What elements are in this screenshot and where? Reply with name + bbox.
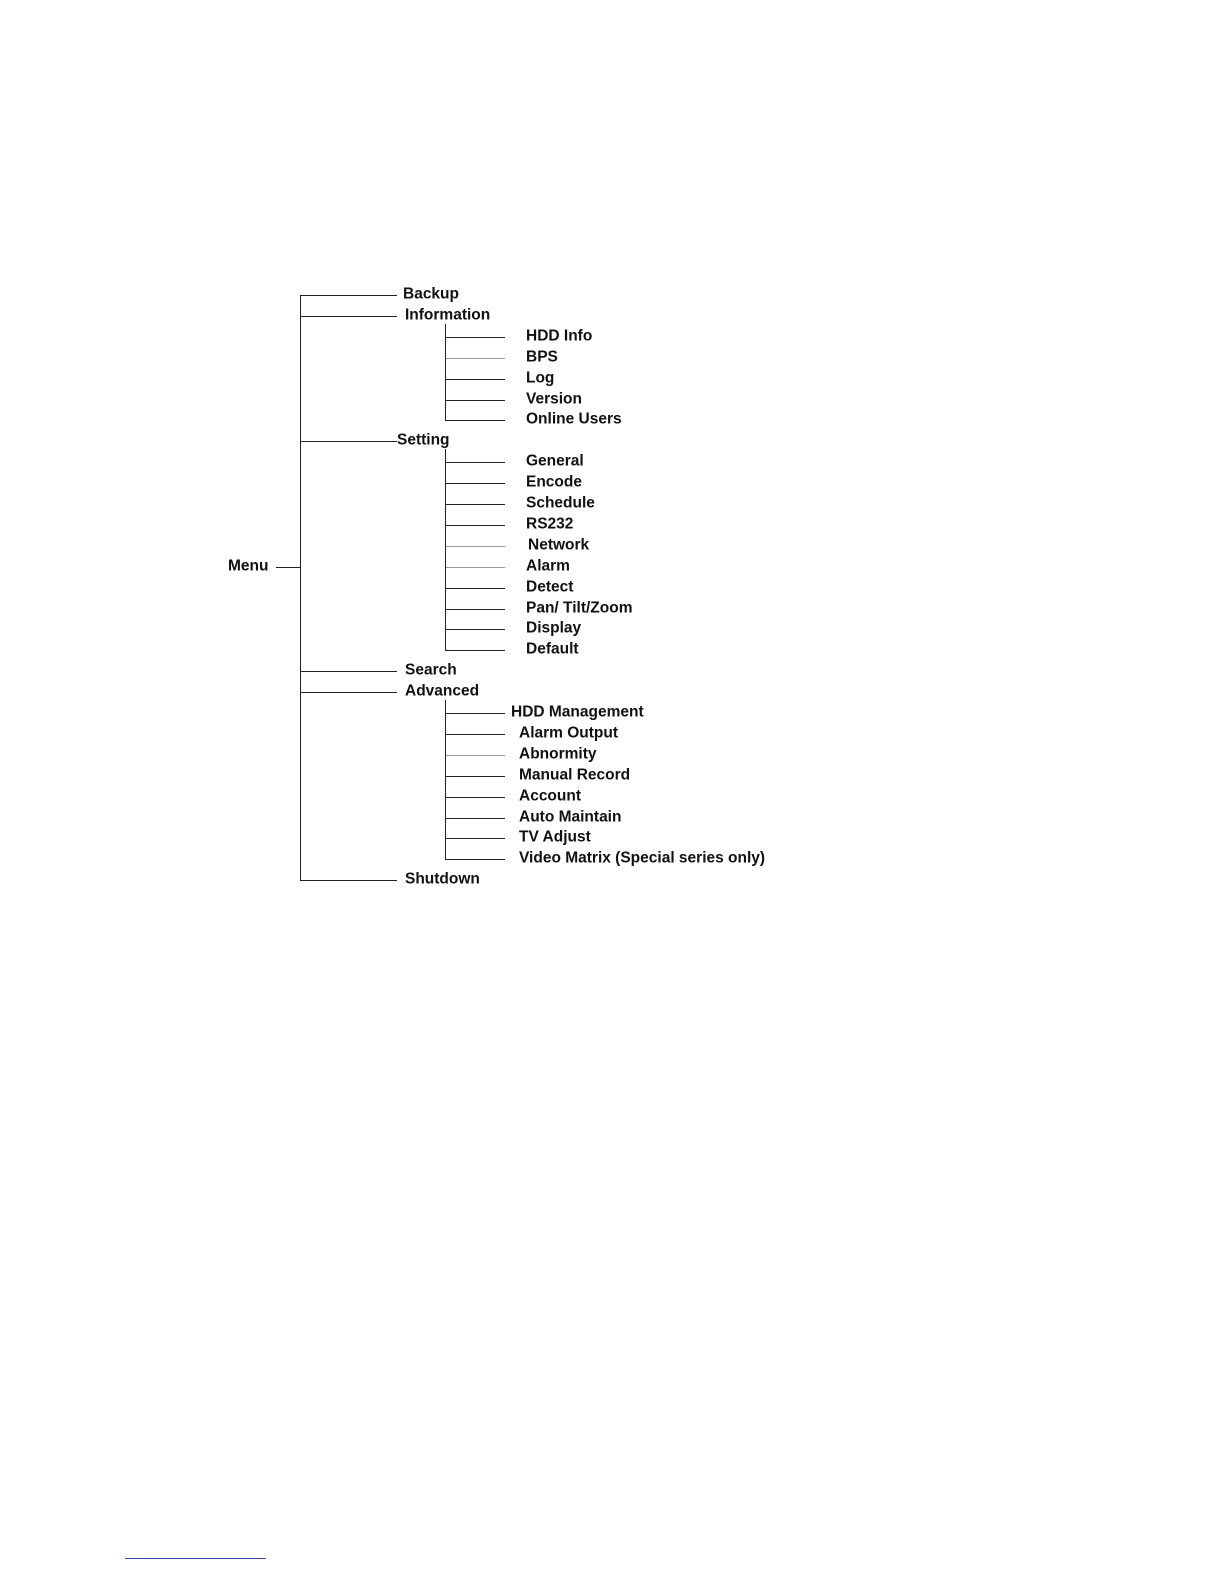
sub-branch-account <box>445 797 505 798</box>
sub-branch-abnormity <box>445 755 505 756</box>
sub-branch-general <box>445 462 505 463</box>
submenu-item-tv-adjust: TV Adjust <box>519 828 591 846</box>
sub-branch-pan-tilt-zoom <box>445 609 505 610</box>
sub-branch-network <box>445 546 505 547</box>
sub-branch-detect <box>445 588 505 589</box>
submenu-item-network: Network <box>528 536 590 554</box>
submenu-item-general: General <box>526 452 584 470</box>
submenu-item-detect: Detect <box>526 578 574 596</box>
submenu-item-auto-maintain: Auto Maintain <box>519 808 622 826</box>
sub-branch-bps <box>445 358 505 359</box>
submenu-item-alarm-output: Alarm Output <box>519 724 619 742</box>
menu-item-backup: Backup <box>403 285 459 303</box>
branch-search <box>300 671 397 672</box>
submenu-item-encode: Encode <box>526 473 582 491</box>
sub-branch-log <box>445 379 505 380</box>
submenu-item-hdd-management: HDD Management <box>511 703 644 721</box>
sub-branch-hdd-info <box>445 337 505 338</box>
root-connector <box>276 567 300 568</box>
sub-trunk-setting <box>445 449 446 651</box>
footnote-rule <box>125 1558 266 1559</box>
submenu-item-alarm: Alarm <box>526 557 570 575</box>
sub-branch-video-matrix-special-series-only <box>445 859 505 860</box>
branch-setting <box>300 441 397 442</box>
submenu-item-manual-record: Manual Record <box>519 766 631 784</box>
sub-branch-alarm <box>445 567 505 568</box>
submenu-item-video-matrix-special-series-only: Video Matrix (Special series only) <box>519 849 766 867</box>
branch-advanced <box>300 692 397 693</box>
sub-branch-online-users <box>445 420 505 421</box>
menu-item-advanced: Advanced <box>405 682 480 700</box>
submenu-item-bps: BPS <box>526 348 558 366</box>
branch-shutdown <box>300 880 397 881</box>
branch-information <box>300 316 397 317</box>
sub-branch-default <box>445 650 505 651</box>
sub-branch-tv-adjust <box>445 838 505 839</box>
sub-branch-encode <box>445 483 505 484</box>
submenu-item-version: Version <box>526 390 582 408</box>
main-trunk <box>300 295 301 881</box>
sub-branch-rs232 <box>445 525 505 526</box>
submenu-item-online-users: Online Users <box>526 410 622 428</box>
submenu-item-account: Account <box>519 787 581 805</box>
menu-item-search: Search <box>405 661 457 679</box>
sub-trunk-information <box>445 324 446 421</box>
sub-branch-hdd-management <box>445 713 505 714</box>
sub-branch-alarm-output <box>445 734 505 735</box>
sub-branch-version <box>445 400 505 401</box>
submenu-item-display: Display <box>526 619 582 637</box>
sub-branch-display <box>445 629 505 630</box>
submenu-item-abnormity: Abnormity <box>519 745 597 763</box>
sub-branch-schedule <box>445 504 505 505</box>
menu-item-setting: Setting <box>397 431 450 449</box>
branch-backup <box>300 295 397 296</box>
submenu-item-log: Log <box>526 369 555 387</box>
submenu-item-schedule: Schedule <box>526 494 595 512</box>
submenu-item-hdd-info: HDD Info <box>526 327 593 345</box>
menu-item-information: Information <box>405 306 491 324</box>
submenu-item-rs232: RS232 <box>526 515 574 533</box>
sub-branch-manual-record <box>445 776 505 777</box>
menu-root-label: Menu <box>228 557 269 575</box>
submenu-item-default: Default <box>526 640 579 658</box>
sub-trunk-advanced <box>445 700 446 860</box>
submenu-item-pan-tilt-zoom: Pan/ Tilt/Zoom <box>526 599 633 617</box>
menu-item-shutdown: Shutdown <box>405 870 480 888</box>
sub-branch-auto-maintain <box>445 818 505 819</box>
